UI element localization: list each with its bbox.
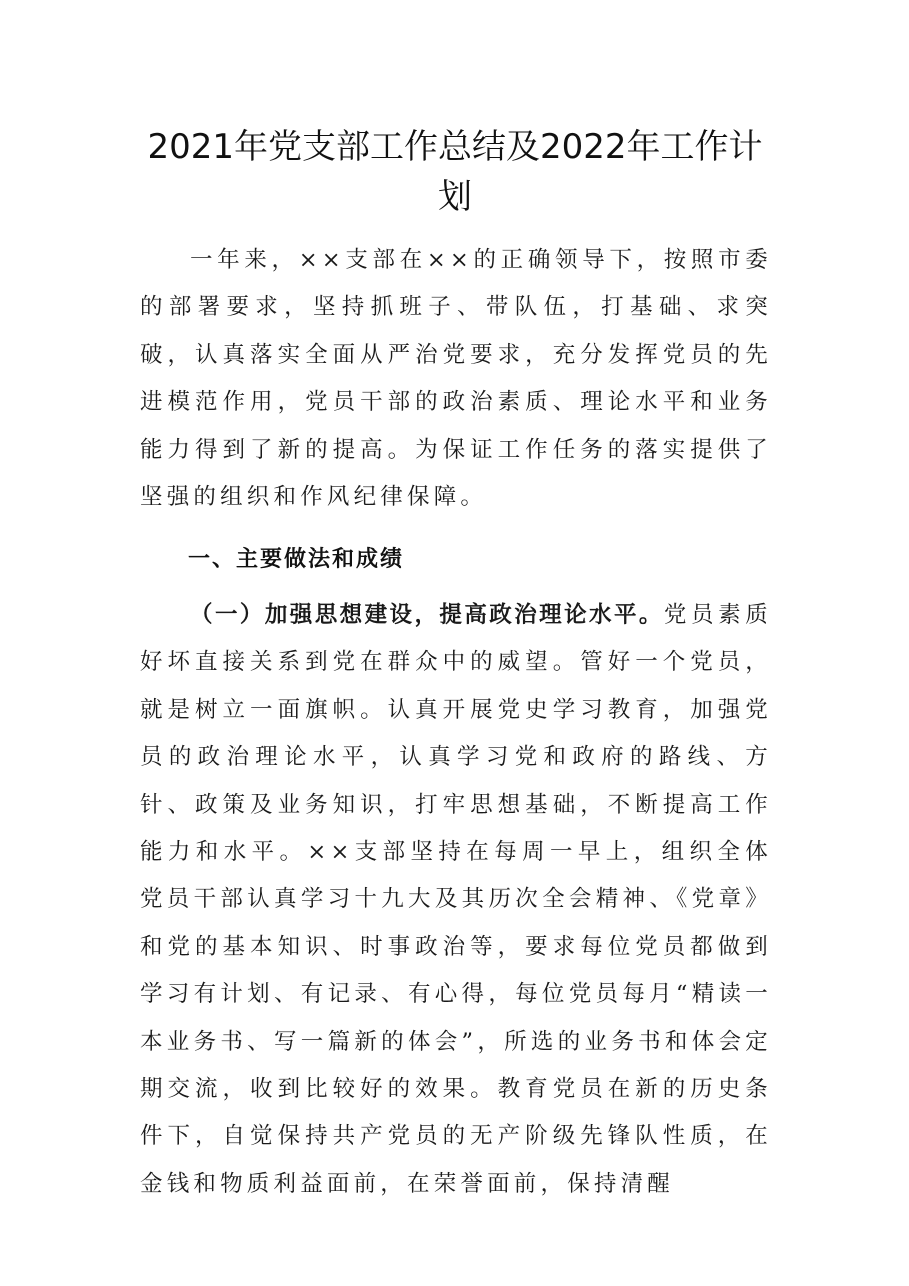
paragraph-1-lead: （一）加强思想建设，提高政治理论水平。 <box>190 602 664 628</box>
document-title: 2021年党支部工作总结及2022年工作计划 <box>147 127 763 217</box>
paragraph-1 <box>140 592 772 1208</box>
intro-paragraph: 一年来，××支部在××的正确领导下，按照市委的部署要求，坚持抓班子、带队伍，打基础、求突破，认真落实全面从严治党要求，充分发挥党员的先进模范作用，党员干部的政治素质、理论水平和业务能力得到了新的提高。为保证工作任务的落实提供了坚强的组织和作风纪律保障。 <box>140 247 772 511</box>
paragraph-1-body: 党员素质好坏直接关系到党在群众中的威望。管好一个党员，就是树立一面旗帜。认真开展党史学习教育，加强党员的政治理论水平，认真学习党和政府的路线、方针、政策及业务知识，打牢思想基础，不断提高工作能力和水平。××支部坚持在每周一早上，组织全体党员干部认真学习十九大及其历次全会精神、《党章》和党的基本知识、时事政治等，要求每位党员都做到学习有计划、有记录、有心得，每位党员每月“精读一本业务书、写一篇新的体会”，所选的业务书和体会定期交流，收到比较好的效果。教育党员在新的历史条件下，自觉保持共产党员的无产阶级先锋队性质，在金钱和物质利益面前，在荣誉面前，保持清醒 <box>140 602 772 1197</box>
section-heading: 一、主要做法和成绩 <box>188 547 405 572</box>
